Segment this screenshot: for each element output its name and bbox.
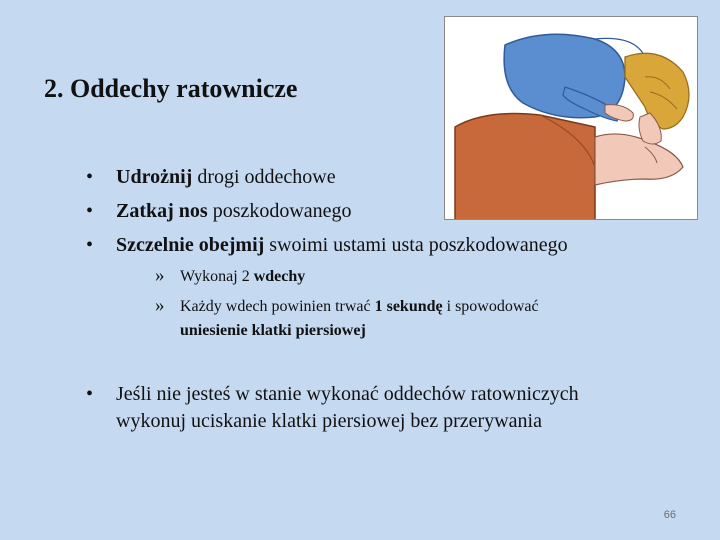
bullet-dot: • <box>86 383 94 405</box>
bullet-text: wykonuj uciskanie klatki piersiowej bez przerywania <box>116 410 542 432</box>
slide-title: 2. Oddechy ratownicze <box>44 74 298 103</box>
rescue-breathing-illustration <box>444 16 698 220</box>
victim-head <box>595 134 683 185</box>
sub-bullet-bold-text: 1 sekundę <box>374 298 443 315</box>
sub-bullet-marker: » <box>155 295 165 316</box>
bullet-bold-text: Udrożnij <box>116 166 193 188</box>
bullet-bold-text: Zatkaj nos <box>116 200 208 222</box>
sub-bullet-bold-text: uniesienie klatki piersiowej <box>180 322 366 339</box>
bullet-text: drogi oddechowe <box>192 166 336 188</box>
sub-bullet-text: Każdy wdech powinien trwać <box>180 298 375 315</box>
bullet-dot: • <box>86 200 94 222</box>
bullet-dot: • <box>86 234 94 256</box>
bullet-text: swoimi ustami usta poszkodowanego <box>264 234 568 256</box>
bullet-bold-text: Szczelnie obejmij <box>116 234 265 256</box>
sub-bullet-text: Wykonaj 2 <box>180 268 254 285</box>
sub-bullet-marker: » <box>155 265 165 286</box>
page-number: 66 <box>663 509 676 521</box>
victim-shirt <box>455 114 595 221</box>
bullet-text: Jeśli nie jesteś w stanie wykonać oddechów ratowniczych <box>116 383 579 405</box>
bullet-dot: • <box>86 166 94 188</box>
bullet-text: poszkodowanego <box>207 200 352 222</box>
rescuer-hair <box>625 53 689 129</box>
sub-bullet-bold-text: wdechy <box>253 268 306 285</box>
sub-bullet-text: i spowodować <box>442 298 539 315</box>
